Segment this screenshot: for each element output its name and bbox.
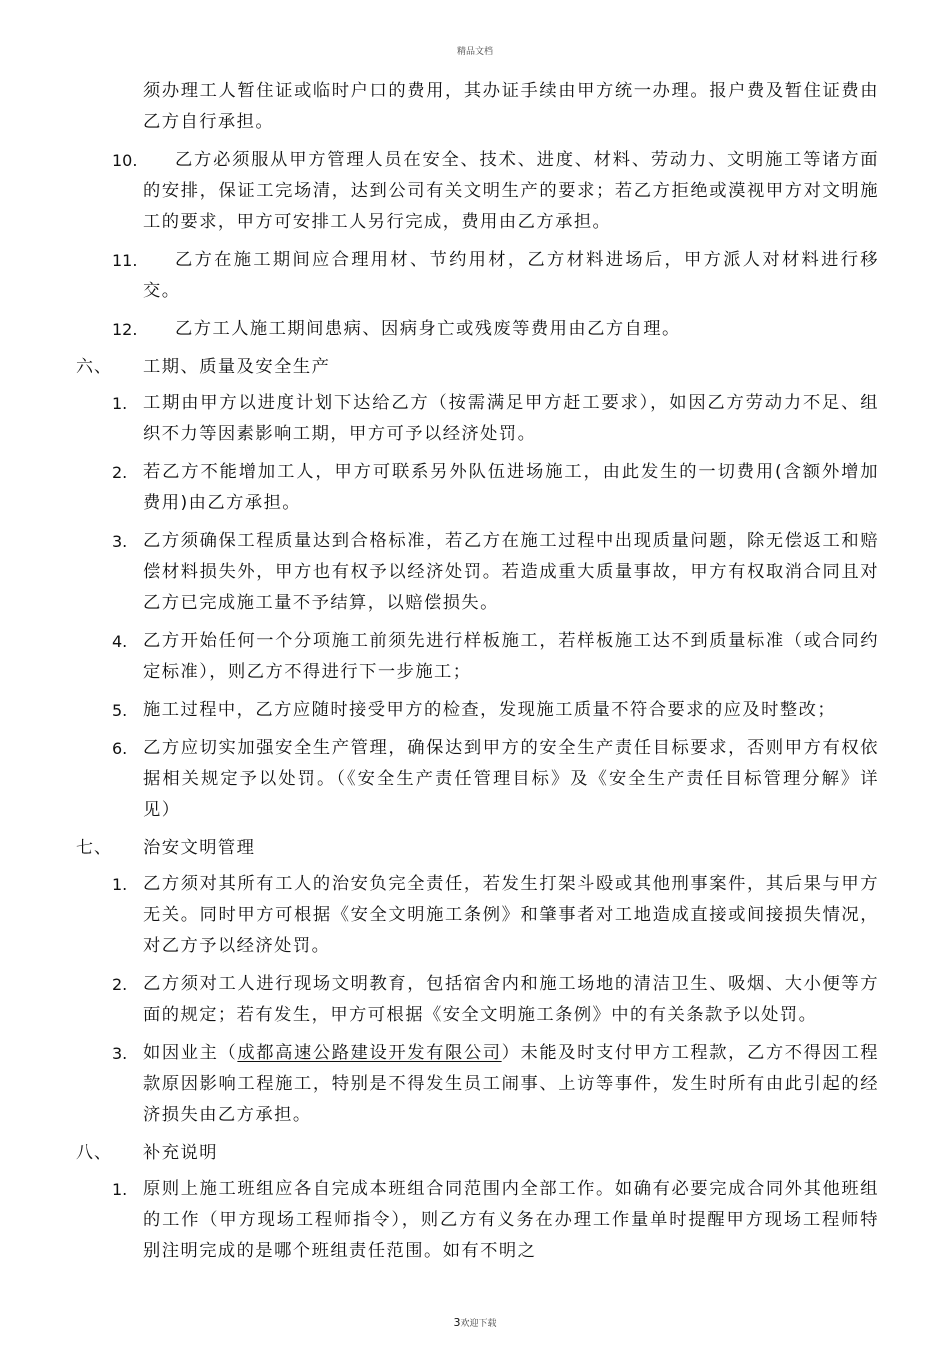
item-text: 乙方须对工人进行现场文明教育，包括宿舍内和施工场地的清洁卫生、吸烟、大小便等方面的规定；若有发生，甲方可根据《安全文明施工条例》中的有关条款予以处罚。 — [143, 974, 879, 1025]
company-name: 成都高速公路建设开发有限公司 — [237, 1043, 502, 1063]
list-item — [0, 869, 950, 962]
item-text-after: ）未能及时支付甲方工程款，乙方不得因工程款原因影响工程施工，特别是不得发生员工闹事、上访等事件，发生时所有由此引起的经济损失由乙方承担。 — [143, 1043, 879, 1125]
list-item — [0, 388, 950, 450]
item-number: 12. — [112, 320, 138, 339]
item-text: 乙方必须服从甲方管理人员在安全、技术、进度、材料、劳动力、文明施工等诸方面的安排，保证工完场清，达到公司有关文明生产的要求；若乙方拒绝或漠视甲方对文明施工的要求，甲方可安排工人另行完成，费用由乙方承担。 — [143, 150, 879, 232]
list-item — [0, 695, 950, 726]
item-number: 2. — [112, 463, 128, 482]
item-text: 乙方在施工期间应合理用材、节约用材，乙方材料进场后，甲方派人对材料进行移交。 — [143, 250, 879, 301]
continuation-paragraph — [0, 76, 950, 138]
list-item — [0, 626, 950, 688]
section-number: 八、 — [76, 1143, 112, 1163]
section-title: 工期、质量及安全生产 — [143, 357, 331, 377]
document-body — [0, 76, 950, 1274]
list-item — [0, 145, 950, 238]
item-number: 5. — [112, 701, 128, 720]
page-number: 3 — [453, 1316, 461, 1329]
section-title: 治安文明管理 — [143, 838, 256, 858]
item-number: 10. — [112, 151, 138, 170]
item-number: 1. — [112, 875, 128, 894]
item-number: 4. — [112, 632, 128, 651]
list-item — [0, 733, 950, 826]
item-text — [143, 1038, 879, 1131]
section-heading — [0, 1138, 950, 1168]
page-header: 精品文档 — [456, 47, 493, 57]
section-title: 补充说明 — [143, 1143, 218, 1163]
list-item — [0, 1038, 950, 1131]
list-item — [0, 1174, 950, 1267]
item-number: 2. — [112, 975, 128, 994]
continuation-text: 须办理工人暂住证或临时户口的费用，其办证手续由甲方统一办理。报户费及暂住证费由乙方自行承担。 — [143, 81, 879, 132]
list-item — [0, 457, 950, 519]
item-text: 乙方开始任何一个分项施工前须先进行样板施工，若样板施工达不到质量标准（或合同约定标准），则乙方不得进行下一步施工； — [143, 631, 879, 682]
section-number: 七、 — [76, 838, 112, 858]
section-number: 六、 — [76, 357, 112, 377]
item-text: 施工过程中，乙方应随时接受甲方的检查，发现施工质量不符合要求的应及时整改； — [143, 700, 837, 720]
item-text-before: 如因业主（ — [143, 1043, 238, 1063]
list-item — [0, 969, 950, 1031]
item-text: 工期由甲方以进度计划下达给乙方（按需满足甲方赶工要求），如因乙方劳动力不足、组织不力等因素影响工期，甲方可予以经济处罚。 — [143, 393, 879, 444]
item-text: 乙方工人施工期间患病、因病身亡或残废等费用由乙方自理。 — [175, 319, 681, 339]
item-number: 3. — [112, 1044, 128, 1063]
item-number: 1. — [112, 394, 128, 413]
item-number: 6. — [112, 739, 128, 758]
item-number: 11. — [112, 251, 138, 270]
item-number: 3. — [112, 532, 128, 551]
item-text: 若乙方不能增加工人，甲方可联系另外队伍进场施工，由此发生的一切费用(含额外增加费用)由乙方承担。 — [143, 462, 879, 513]
item-text: 乙方应切实加强安全生产管理，确保达到甲方的安全生产责任目标要求，否则甲方有权依据相关规定予以处罚。（《安全生产责任管理目标》及《安全生产责任目标管理分解》详见） — [143, 738, 879, 820]
list-item — [0, 526, 950, 619]
item-text: 乙方须对其所有工人的治安负完全责任，若发生打架斗殴或其他刑事案件，其后果与甲方无关。同时甲方可根据《安全文明施工条例》和肇事者对工地造成直接或间接损失情况，对乙方予以经济处罚。 — [143, 874, 879, 956]
list-item — [0, 245, 950, 307]
item-text: 乙方须确保工程质量达到合格标准，若乙方在施工过程中出现质量问题，除无偿返工和赔偿材料损失外，甲方也有权予以经济处罚。若造成重大质量事故，甲方有权取消合同且对乙方已完成施工量不予结算，以赔偿损失。 — [143, 531, 879, 613]
list-item — [0, 314, 950, 345]
item-number: 1. — [112, 1180, 128, 1199]
footer-text: 欢迎下载 — [460, 1319, 497, 1329]
section-heading — [0, 352, 950, 382]
section-heading — [0, 833, 950, 863]
item-text: 原则上施工班组应各自完成本班组合同范围内全部工作。如确有必要完成合同外其他班组的工作（甲方现场工程师指令），则乙方有义务在办理工作量单时提醒甲方现场工程师特别注明完成的是哪个班组责任范围。如有不明之 — [143, 1179, 879, 1261]
page-footer — [0, 1316, 950, 1329]
